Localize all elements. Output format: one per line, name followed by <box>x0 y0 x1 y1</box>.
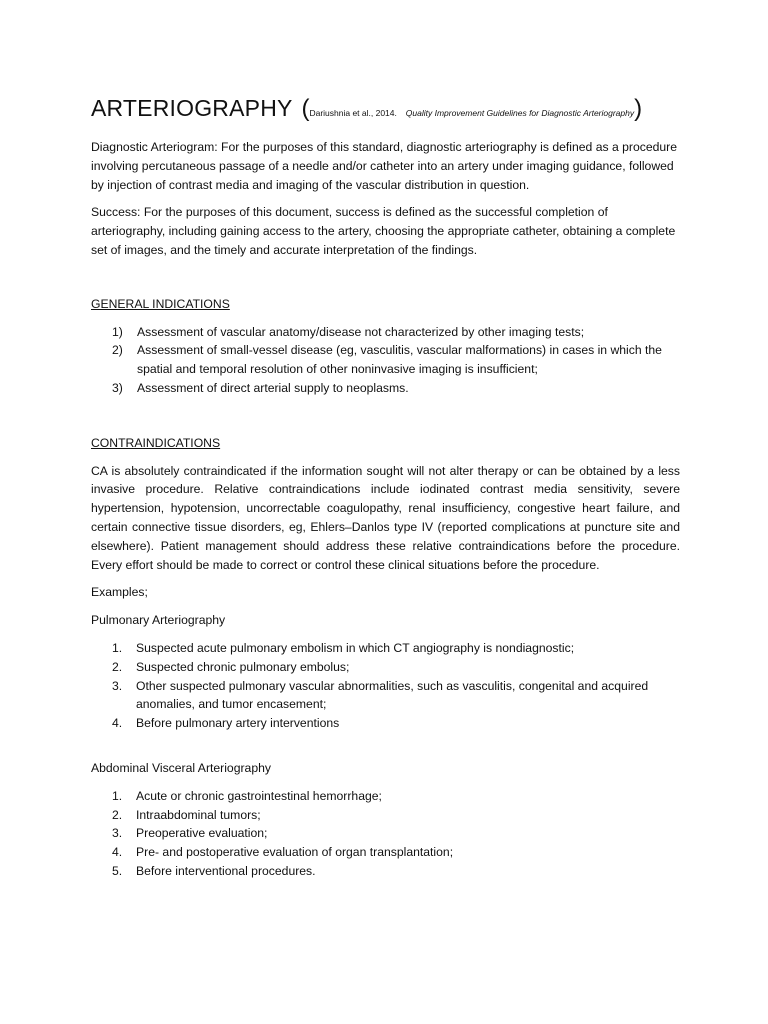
list-item: 3. Preoperative evaluation; <box>112 826 268 841</box>
abdominal-visceral-arteriography-heading: Abdominal Visceral Arteriography <box>91 760 271 775</box>
title-citation-authors: Dariushnia et al., 2014. <box>309 108 397 118</box>
list-item: 2. Intraabdominal tumors; <box>112 807 261 822</box>
list-item: 3) Assessment of direct arterial supply to neoplasms. <box>112 380 409 395</box>
page-title <box>91 92 680 126</box>
pulmonary-arteriography-heading: Pulmonary Arteriography <box>91 613 226 628</box>
list-item: 1. Acute or chronic gastrointestinal hemorrhage; <box>112 788 382 803</box>
general-indications-heading: GENERAL INDICATIONS <box>91 296 230 311</box>
diagnostic-arteriogram-paragraph: Diagnostic Arteriogram: For the purposes of this standard, diagnostic arteriography is defined as a procedure involving percutaneous passage of a needle and/or catheter into an artery under imaging guidance, followed by injection of contrast media and imaging of the vascular distribution in question. <box>91 140 677 192</box>
abdominal-list <box>91 787 680 881</box>
title-open-paren: ( <box>301 95 310 122</box>
list-item: 2. Suspected chronic pulmonary embolus; <box>112 659 350 674</box>
title-citation-source: Quality Improvement Guidelines for Diagnostic Arteriography <box>405 108 635 118</box>
list-item: 3. Other suspected pulmonary vascular abnormalities, such as vasculitis, congenital and acquired anomalies, and tumor encasement; <box>112 678 649 712</box>
list-item: 2) Assessment of small-vessel disease (eg, vasculitis, vascular malformations) in cases in which the spatial and temporal resolution of other noninvasive imaging is insufficient; <box>112 343 662 377</box>
success-paragraph: Success: For the purposes of this document, success is defined as the successful completion of arteriography, including gaining access to the artery, choosing the appropriate catheter, obtaining a complete set of images, and the timely and accurate interpretation of the findings. <box>91 205 676 257</box>
list-item: 4. Pre- and postoperative evaluation of organ transplantation; <box>112 845 454 860</box>
general-indications-list <box>91 323 680 398</box>
list-item: 5. Before interventional procedures. <box>112 863 316 878</box>
list-item: 1) Assessment of vascular anatomy/disease not characterized by other imaging tests; <box>112 324 585 339</box>
list-item: 1. Suspected acute pulmonary embolism in which CT angiography is nondiagnostic; <box>112 640 575 655</box>
title-main: ARTERIOGRAPHY <box>91 95 293 121</box>
title-close-paren: ) <box>634 95 643 122</box>
contraindications-paragraph: CA is absolutely contraindicated if the information sought will not alter therapy or can be obtained by a less invasive procedure. Relative contraindications include iodinated contrast media sensitivity, severe hypertension, hypotension, uncorrectable coagulopathy, renal insufficiency, congestive heart failure, and certain connective tissue disorders, eg, Ehlers–Danlos type IV (reported complications at puncture site and elsewhere). Patient management should address these relative contraindications before the procedure. Every effort should be made to correct or control these clinical situations before the procedure. <box>91 463 680 572</box>
pulmonary-list <box>91 639 680 733</box>
list-item: 4. Before pulmonary artery interventions <box>112 716 340 731</box>
contraindications-heading: CONTRAINDICATIONS <box>91 435 221 450</box>
examples-label: Examples; <box>91 585 148 600</box>
